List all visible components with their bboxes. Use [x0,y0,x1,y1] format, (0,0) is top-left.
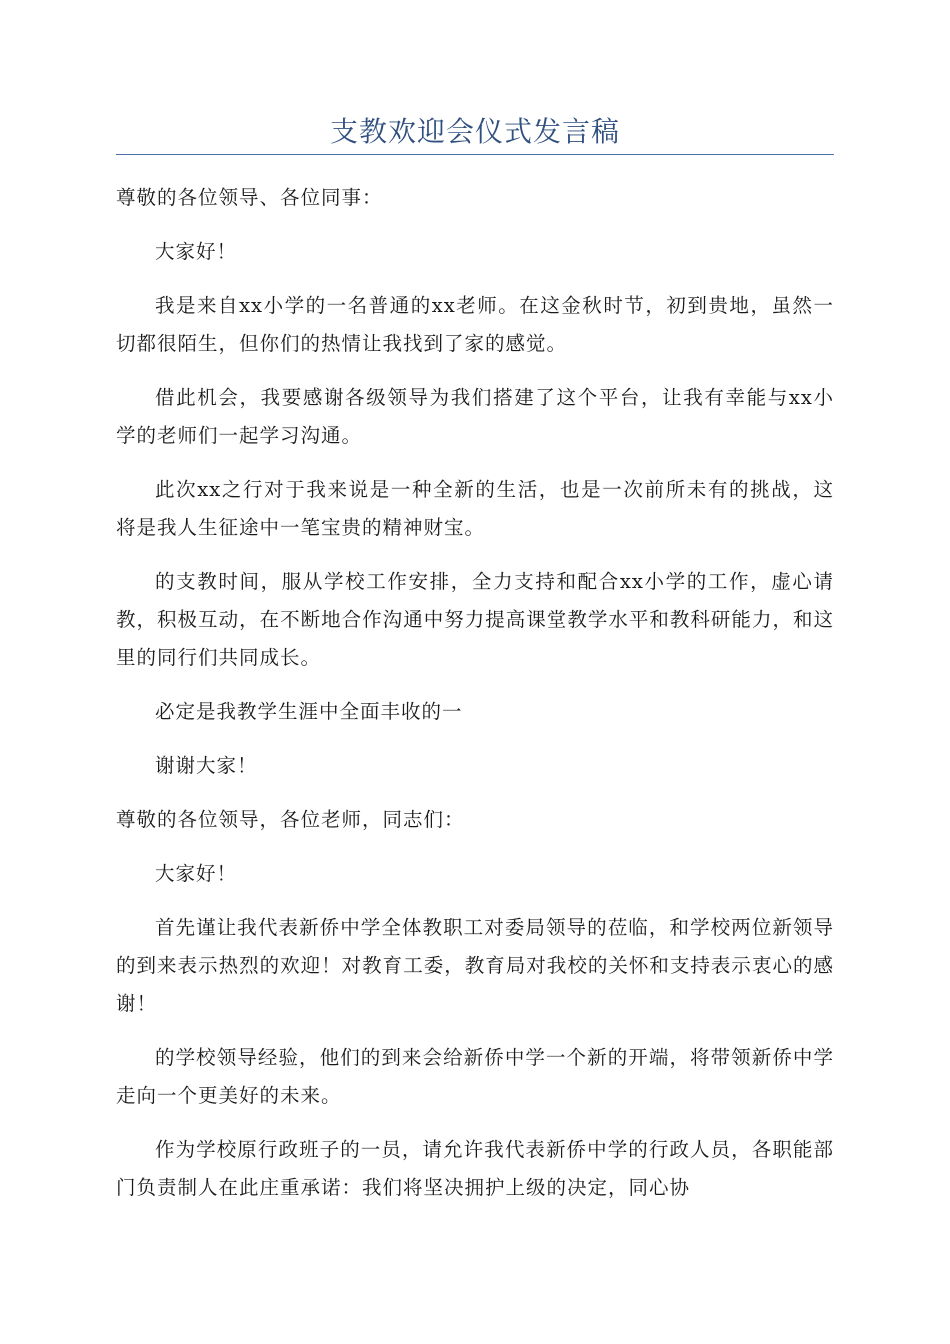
document-title: 支教欢迎会仪式发言稿 [329,115,620,148]
paragraph: 首先谨让我代表新侨中学全体教职工对委局领导的莅临，和学校两位新领导的到来表示热烈的欢迎！对教育工委，教育局对我校的关怀和支持表示衷心的感谢！ [116,916,834,1015]
paragraph: 此次xx之行对于我来说是一种全新的生活，也是一次前所未有的挑战，这将是我人生征途中一笔宝贵的精神财宝。 [116,478,834,539]
paragraph: 的学校领导经验，他们的到来会给新侨中学一个新的开端，将带领新侨中学走向一个更美好的未来。 [116,1046,834,1107]
paragraph: 作为学校原行政班子的一员，请允许我代表新侨中学的行政人员，各职能部门负责制人在此庄重承诺：我们将坚决拥护上级的决定，同心协 [116,1138,834,1199]
paragraph: 尊敬的各位领导、各位同事： [116,186,383,209]
title-underline [116,154,834,155]
paragraph: 谢谢大家！ [155,754,258,777]
document-page [116,112,834,1223]
paragraph: 尊敬的各位领导，各位老师，同志们： [116,808,465,831]
paragraph: 必定是我教学生涯中全面丰收的一 [155,700,463,723]
paragraph: 我是来自xx小学的一名普通的xx老师。在这金秋时节，初到贵地，虽然一切都很陌生，但你们的热情让我找到了家的感觉。 [116,294,834,355]
paragraph: 的支教时间，服从学校工作安排，全力支持和配合xx小学的工作，虚心请教，积极互动，在不断地合作沟通中努力提高课堂教学水平和教科研能力，和这里的同行们共同成长。 [116,570,834,669]
document-body [116,179,834,1207]
paragraph: 大家好！ [155,240,238,263]
paragraph: 借此机会，我要感谢各级领导为我们搭建了这个平台，让我有幸能与xx小学的老师们一起学习沟通。 [116,386,834,447]
paragraph: 大家好！ [155,862,238,885]
